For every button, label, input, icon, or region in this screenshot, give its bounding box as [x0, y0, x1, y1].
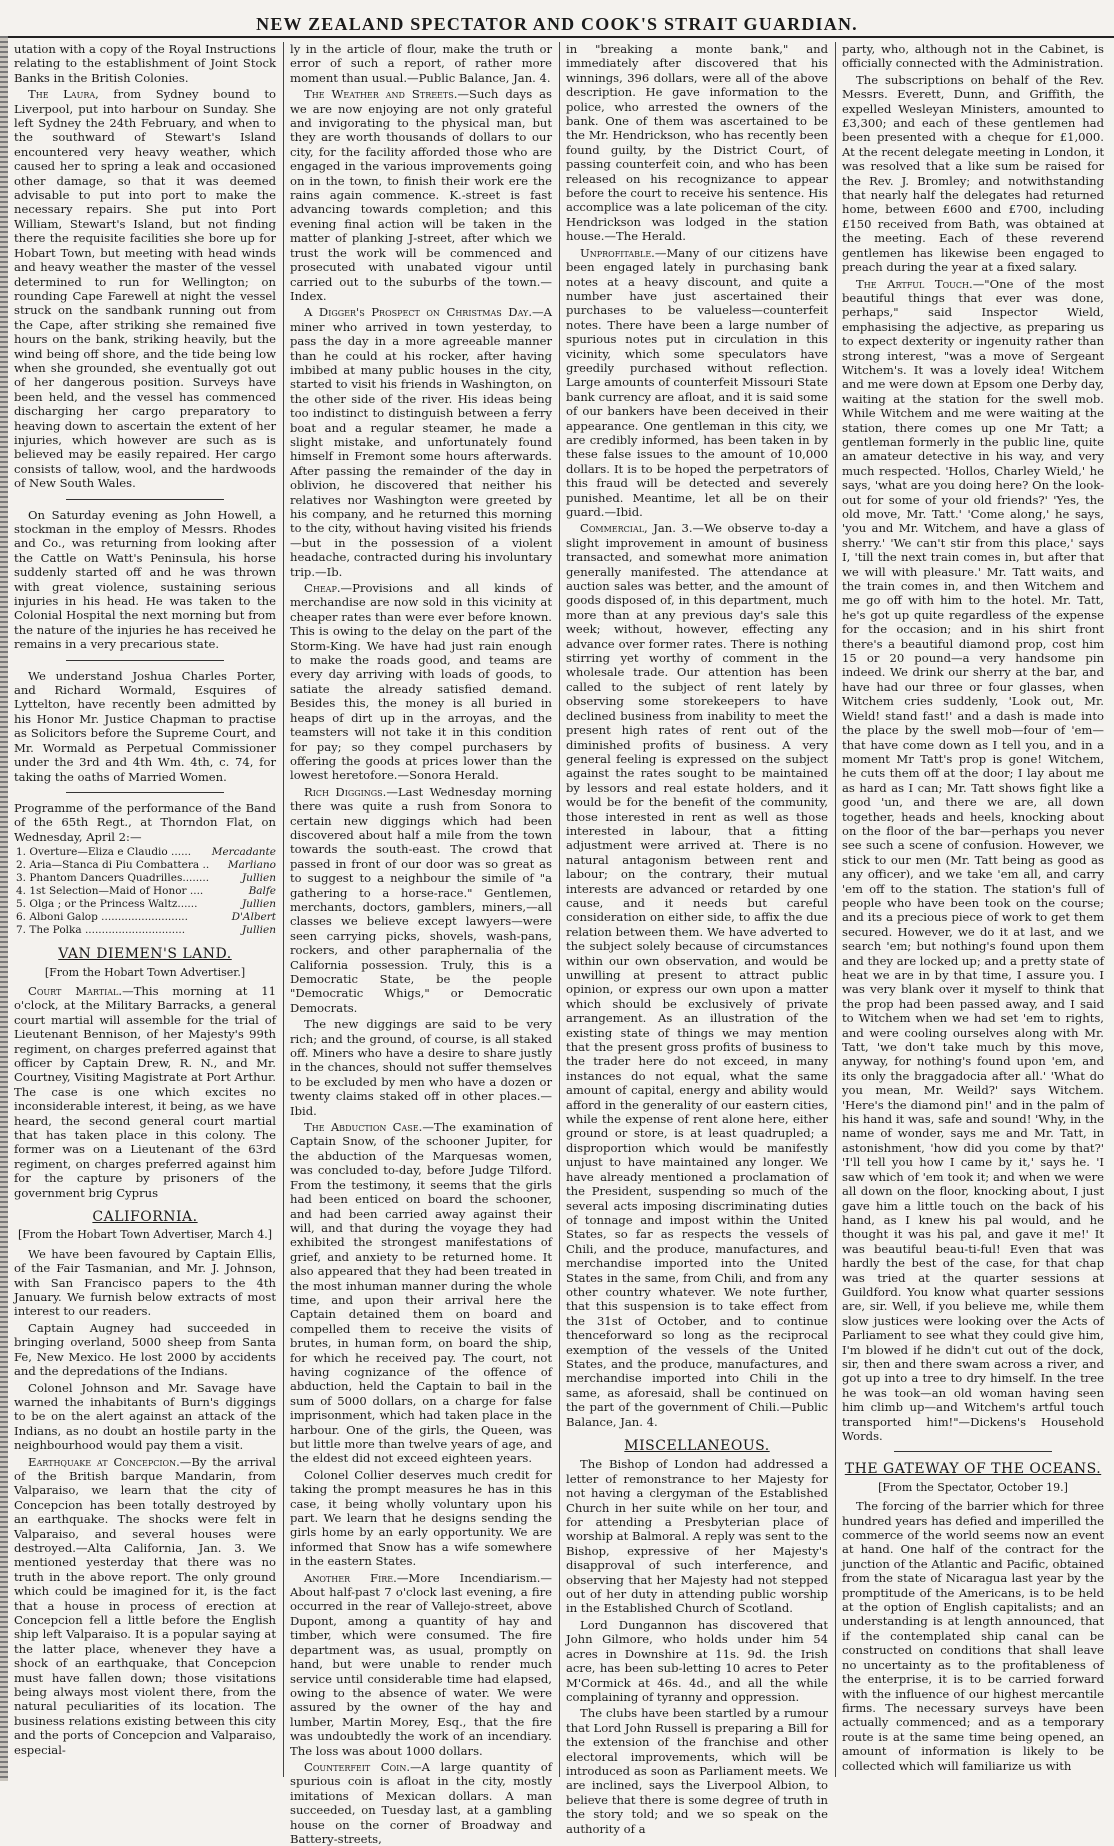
paragraph: Colonel Collier deserves much credit for taking the prompt measures he has in this case, it being wholly voluntary upon his part. We learn that he designs sending the girls home by an early opportunity. We are informed that Snow has a wife somewhere in the eastern States. [290, 1467, 552, 1569]
programme-item: 6. Alboni Galop .......................... D'Albert [16, 911, 276, 924]
paragraph: utation with a copy of the Royal Instructions relating to the establishment of Joint Stock Banks in the British Colonies. [14, 42, 276, 85]
paragraph: in "breaking a monte bank," and immediately after discovered that his winnings, 396 dollars, were all of the above description. He gave information to the police, who arrested the owners of the bank. One of them was ascertained to be the Mr. Hendrickson, who has recently been found guilty, by the District Court, of passing counterfeit coin, and who has been released on his recognizance to appear before the court to receive his sentence. His accomplice was a late policeman of the city. Hendrickson was lodged in the station house.—The Herald. [566, 42, 828, 244]
paragraph: A Digger's Prospect on Christmas Day.—A miner who arrived in town yesterday, to pass the day in a more agreeable manner than he could at his rocker, after having imbibed at many public houses in the city, started to visit his friends in Washington, on the other side of the river. His ideas being too indistinct to distinguish between a ferry boat and a regular steamer, he made a slight mistake, and unfortunately found himself in Fremont some hours afterwards. After passing the remainder of the day in oblivion, he discovered that neither his relatives nor Washington were greeted by his company, and he returned this morning to the city, without having visited his friends—but in the possession of a violent headache, contracted during his involuntary trip.—Ib. [290, 305, 552, 579]
paragraph: The Weather and Streets.—Such days as we are now enjoying are not only grateful and invigorating to the physical man, but they are worth thousands of dollars to our city, for the facility afforded those who are engaged in the various improvements going on in the town, to finish their work ere the rains again commence. K.-street is fast advancing towards completion; and this evening final action will be taken in the matter of planking J-street, after which we trust the work will be commenced and prosecuted with unabated vigour until carried out to the suburbs of the town.—Index. [290, 87, 552, 303]
paragraph: The new diggings are said to be very rich; and the ground, of course, is all staked off. Miners who have a desire to share justly in the chances, should not suffer themselves to be excluded by men who have a dozen or twenty claims staked off in other places.—Ibid. [290, 1017, 552, 1118]
paragraph: We understand Joshua Charles Porter, and Richard Wormald, Esquires of Lyttelton, have recently been admitted by his Honor Mr. Justice Chapman to practise as Solicitors before the Supreme Court, and Mr. Wormald as Perpetual Commissioner under the 3rd and 4th Wm. 4th, c. 74, for taking the oaths of Married Women. [14, 668, 276, 784]
paragraph: On Saturday evening as John Howell, a stockman in the employ of Messrs. Rhodes and Co., was returning from looking after the Cattle on Watt's Peninsula, his horse suddenly started off and he was thrown with great violence, sustaining serious injuries in his head. He was taken to the Colonial Hospital the next morning but from the nature of the injuries he has received he remains in a very precarious state. [14, 507, 276, 652]
paragraph: We have been favoured by Captain Ellis, of the Fair Tasmanian, and Mr. J. Johnson, with San Francisco papers to the 4th January. We furnish below extracts of most interest to our readers. [14, 1246, 276, 1319]
paragraph: The forcing of the barrier which for three hundred years has defied and imperilled the commerce of the world seems now an event at hand. One half of the contract for the junction of the Atlantic and Pacific, obtained from the state of Nicaragua last year by the promptitude of the Americans, is to be held at the option of English capitalists; and an understanding is at length announced, that if the contemplated ship canal can be constructed on conditions that shall leave no uncertainty as to the profitableness of the enterprise, it is to be carried forward with the influence of our highest mercantile firms. The necessary surveys have been actually commenced; and as a temporary route is at the same time being opened, an amount of information is likely to be collected which will familiarize us with [842, 1499, 1104, 1773]
paragraph: The Artful Touch.—"One of the most beautiful things that ever was done, perhaps," said Inspector Wield, emphasising the adjective, as preparing us to expect dexterity or ingenuity rather than strong interest, "was a move of Sergeant Witchem's. It was a lovely idea! Witchem and me were down at Epsom one Derby day, waiting at the station for the swell mob. While Witchem and me were waiting at the station, there comes up one Mr Tatt; a gentleman formerly in the public line, quite an amateur detective in his way, and very much respected. 'Hollos, Charley Wield,' he says, 'what are you doing here? On the look-out for some of your old friends?' 'Yes, the old move, Mr. Tatt.' 'Come along,' he says, 'you and Mr. Witchem, and have a glass of sherry.' 'We can't stir from this place,' says I, 'till the next train comes in, but after that we will with pleasure.' Mr. Tatt waits, and the train comes in, and then Witchem and me go off with him to the hotel. Mr. Tatt, he's got up quite regardless of the expense for the occasion; and in his shirt front there's a beautiful diamond prop, cost him 15 or 20 pound—a very handsome pin indeed. We drink our sherry at the bar, and have had our three or four glasses, when Witchem cries suddenly, 'Look out, Mr. Wield! stand fast!' and a dash is made into the place by the swell mob—four of 'em—that have come down as I tell you, and in a moment Mr Tatt's prop is gone! Witchem, he cuts them off at the door; I lay about me as hard as I can; Mr. Tatt shows fight like a good 'un, and there we are, all down together, heads and heels, knocking about on the floor of the bar—perhaps you never see such a scene of confusion. However, we stick to our men (Mr. Tatt being as good as any officer), and we take 'em all, and carry 'em off to the station. The station's full of people who have been took on the course; and its a precious piece of work to get them secured. However, we do it at last, and we search 'em; but nothing's found upon them and they are locked up; and a pretty state of heat we are in by that time, I assure you. I was very blank over it myself to think that the prop had been passed away, and I said to Witchem when we had set 'em to rights, and were cooling ourselves along with Mr. Tatt, 'we don't take much by this move, anyway, for nothing's found upon 'em, and its only the braggadocia after all.' 'What do you mean, Mr. Weild?' says Witchem. 'Here's the diamond pin!' and in the palm of his hand it was, safe and sound! 'Why, in the name of wonder, says me and Mr. Tatt, in astonishment, 'how did you come by that?' 'I'll tell you how I came by it,' says he. 'I saw which of 'em took it; and when we were all down on the floor, knocking about, I just gave him a little touch on the back of his hand, as I knew his pal would, and he thought it was his pal, and gave it me!' It was beautiful beau-ti-ful! Even that was hardly the best of the case, for that chap was tried at the quarter sessions at Guildford. You know what quarter sessions are, sir. Well, if you believe me, while them slow justices were looking over the Acts of Parliament to see what they could give him, I'm blowed if he didn't cut out of the dock, sir, then and there swam across a river, and got up into a tree to dry himself. In the tree he was took—an old woman having seen him climb up—and Witchem's artful touch transported him!"—Dickens's Household Words. [842, 276, 1105, 1443]
paragraph: Unprofitable.—Many of our citizens have been engaged lately in purchasing bank notes at a heavy discount, and quite a number have just ascertained their purchases to be valueless—counterfeit notes. There have been a large number of spurious notes put in circulation in this vicinity, which some speculators have greedily purchased without reflection. Large amounts of counterfeit Missouri State bank currency are afloat, and it is said some of our bankers have been deceived in their appearance. One gentleman in this city, we are credibly informed, has been taken in by these false issues to the amount of 10,000 dollars. It is to be hoped the perpetrators of this fraud will be detected and severely punished. Meantime, let all be on their guard.—Ibid. [566, 245, 828, 519]
source-line: [From the Hobart Town Advertiser, March 4.] [17, 1228, 273, 1242]
section-heading-gateway-of-the-oceans: THE GATEWAY OF THE OCEANS. [844, 1461, 1102, 1478]
programme-item: 2. Aria—Stanca di Piu Combattera .. Marliano [16, 859, 276, 872]
paragraph: Rich Diggings.—Last Wednesday morning there was quite a rush from Sonora to certain new diggings which had been discovered about half a mile from the town towards the south-east. The crowd that passed in front of our door was so great as to suggest to a neighbour the simile of "a gathering to a horse-race." Gentlemen, merchants, doctors, gamblers, miners,—all classes we believe except lawyers—were seen carrying picks, shovels, wash-pans, rockers, and other paraphernalia of the California possession. Truly, this is a Democratic State, be the people "Democratic Whigs," or Democratic Democrats. [290, 784, 552, 1015]
paragraph: Another Fire.—More Incendiarism.—About half-past 7 o'clock last evening, a fire occurred in the rear of Vallejo-street, above Dupont, among a quantity of hay and timber, which were consumed. The fire department was, as usual, promptly on hand, but were unable to render much service until considerable time had elapsed, owing to the absence of water. We were assured by the owner of the hay and lumber, Martin Morey, Esq., that the fire was undoubtedly the work of an incendiary. The loss was about 1000 dollars. [290, 1570, 552, 1758]
paragraph: Cheap.—Provisions and all kinds of merchandise are now sold in this vicinity at cheaper rates than were ever before known. This is owing to the delay on the part of the Storm-King. We have had just rain enough to make the roads good, and teams are every day arriving with loads of goods, to satiate the already satisfied demand. Besides this, the money is all buried in heaps of dirt up in the arroyas, and the teamsters will not take it in this condition for pay; so they compel purchasers by offering the goods at prices lower than the lowest heretofore.—Sonora Herald. [290, 581, 552, 783]
paragraph: The Bishop of London had addressed a letter of remonstrance to her Majesty for not having a clergyman of the Established Church in her suite while on her tour, and for attending a Presbyterian place of worship at Balmoral. A reply was sent to the Bishop, expressive of her Majesty's disapproval of such interference, and observing that her Majesty had not stepped out of her duty in attending public worship in the Established Church of Scotland. [566, 1457, 828, 1616]
programme-list [14, 846, 276, 937]
divider [894, 1451, 1051, 1452]
paragraph: The Laura, from Sydney bound to Liverpool, put into harbour on Sunday. She left Sydney the 24th February, and when to the southward of Stewart's Island encountered very heavy weather, which caused her to spring a leak and occasioned other damage, so that it was deemed advisable to put into port to make the necessary repairs. She put into Port William, Stewart's Island, but not finding there the requisite facilities she bore up for Hobart Town, but meeting with head winds and heavy weather the master of the vessel determined to run for Wellington; on rounding Cape Farewell at night the vessel struck on the sandbank running out from the Cape, after striking she remained five hours on the bank, striking heavily, but the wind being off shore, and the tide being low when she grounded, she eventually got out of her dangerous position. Surveys have been held, and the vessel has commenced discharging her cargo preparatory to heaving down to ascertain the extent of her injuries, which however are such as is believed may be easily repaired. Her cargo consists of tallow, wool, and the hardwoods of New South Wales. [14, 87, 276, 491]
divider [66, 660, 223, 661]
programme-heading: Programme of the performance of the Band of the 65th Regt., at Thorndon Flat, on Wednesday, April 2:— [14, 800, 276, 844]
paragraph: Commercial, Jan. 3.—We observe to-day a slight improvement in amount of business transacted, and somewhat more animation generally manifested. The attendance at auction sales was better, and the amount of goods disposed of, in this department, much more than at any previous day's sale this week; without, however, effecting any advance over former rates. There is nothing stirring yet worthy of comment in the wholesale trade. Our attention has been called to the subject of rent lately by observing some storekeepers to have declined business from inability to meet the present high rates of rent out of the diminished profits of business. A very general feeling is expressed on the subject against the rates sought to be maintained by lessors and real estate holders, and it would be for the benefit of the community, those interested in rent as well as those interested in labour, that a fitting adjustment were arrived at. There is no natural antagonism between rent and labour; on the contrary, their mutual interests are advanced or retarded by one cause, and it needs but careful consideration on either side, to affix the due relation between them. We have adverted to the subject solely because of circumstances within our own observation, and would be unwilling at present to attract public opinion, or express our own upon a matter which should be exclusively of private arrangement. As an illustration of the existing state of things we may mention that the present gross profits of business to the trader here do not exceed, in many instances do not equal, what the same amount of capital, energy and ability would afford in the generality of our eastern cities, while the expense of rent alone here, either ground or store, is at least quadrupled; a disproportion which would be manifestly unjust to have maintained any longer. We have already mentioned a proclamation of the President, suspending so much of the several acts imposing discriminating duties of tonnage and impost within the United States, so far as respects the vessels of Chili, and the produce, manufactures, and merchandise imported into the United States in the same, from Chili, and from any other country whatever. We note further, that this suspension is to take effect from the 31st of October, and to continue thenceforward so long as the reciprocal exemption of the vessels of the United States, and the produce, manufactures, and merchandise imported into Chili in the same, as aforesaid, shall be continued on the part of the government of Chili.—Public Balance, Jan. 4. [566, 521, 828, 1429]
programme-item: 1. Overture—Eliza e Claudio ...... Mercadante [16, 846, 276, 859]
paragraph: Lord Dungannon has discovered that John Gilmore, who holds under him 54 acres in Downshire at 11s. 9d. the Irish acre, has been sub-letting 10 acres to Peter M'Cormick at 46s. 4d., and all the while complaining of tyranny and oppression. [566, 1617, 828, 1704]
page-edge-binding [0, 36, 8, 1781]
paragraph: Colonel Johnson and Mr. Savage have warned the inhabitants of Burn's diggings to be on the alert against an attack of the Indians, as no doubt an hostile party in the neighbourhood would pay them a visit. [14, 1380, 276, 1453]
section-heading-miscellaneous: MISCELLANEOUS. [624, 1438, 770, 1454]
divider [66, 499, 223, 500]
programme-item: 3. Phantom Dancers Quadrilles........ Jullien [16, 872, 276, 885]
column-rule [835, 42, 836, 1777]
column-4 [842, 42, 1104, 1777]
paragraph: Court Martial.—This morning at 11 o'clock, at the Military Barracks, a general court martial will assemble for the trial of Lieutenant Bennison, of her Majesty's 99th regiment, on charges preferred against that officer by Captain Drew, R. N., and Mr. Courtney, Visiting Magistrate at Port Arthur. The case is one which excites no inconsiderable interest, it being, as we have heard, the second general court martial that has taken place in this colony. The former was on a Lieutenant of the 63rd regiment, on charges preferred against him for the capture by prisoners of the government brig Cyprus [14, 983, 276, 1200]
programme-item: 4. 1st Selection—Maid of Honor .... Balfe [16, 885, 276, 898]
column-rule [283, 42, 284, 1777]
paragraph: The clubs have been startled by a rumour that Lord John Russell is preparing a Bill for the extension of the franchise and other electoral improvements, which will be introduced as soon as Parliament meets. We are inclined, says the Liverpool Albion, to believe that there is some degree of truth in the story told; and we so speak on the authority of a [566, 1706, 828, 1836]
paragraph: The subscriptions on behalf of the Rev. Messrs. Everett, Dunn, and Griffith, the expelled Wesleyan Ministers, amounted to £3,300; and each of these gentlemen had been presented with a cheque for £1,000. At the recent delegate meeting in London, it was resolved that a like sum be raised for the Rev. J. Bromley; and notwithstanding that nearly half the delegates had returned home, between £600 and £700, including £150 received from Bath, was obtained at the meeting. Each of these reverend gentlemen has likewise been engaged to preach during the year at a fixed salary. [842, 72, 1104, 275]
programme-item: 7. The Polka .............................. Jullien [16, 924, 276, 937]
paragraph: party, who, although not in the Cabinet, is officially connected with the Administration. [842, 42, 1104, 71]
masthead [0, 0, 1114, 38]
section-heading-van-diemens-land: VAN DIEMEN'S LAND. [58, 946, 232, 963]
column-rule [559, 42, 560, 1777]
paragraph: The Abduction Case.—The examination of Captain Snow, of the schooner Jupiter, for the abduction of the Marquesas women, was concluded to-day, before Judge Tilford. From the testimony, it seems that the girls had been enticed on board the schooner, and had been carried away against their will, and that during the voyage they had exhibited the strongest manifestations of grief, and anxiety to be returned home. It also appeared that they had been treated in the most inhuman manner during the whole time, and upon their arrival here the Captain detained them on board and compelled them to receive the visits of brutes, in human form, on board the ship, for which he received pay. The court, not having cognizance of the offence of abduction, held the Captain to bail in the sum of 5000 dollars, on a charge for false imprisonment, which had taken place in the harbour. One of the girls, the Queen, was but little more than twelve years of age, and the eldest did not exceed eighteen years. [290, 1120, 552, 1466]
programme-item: 5. Olga ; or the Princess Waltz...... Jullien [16, 898, 276, 911]
paragraph: ly in the article of flour, make the truth or error of such a report, of rather more moment than usual.—Public Balance, Jan. 4. [290, 42, 552, 85]
column-1 [14, 42, 276, 1777]
paragraph: Earthquake at Concepcion.—By the arrival of the British barque Mandarin, from Valparaiso, we learn that the city of Concepcion has been totally destroyed by an earthquake. The shocks were felt in Valparaiso, and several houses were destroyed.—Alta California, Jan. 3. We mentioned yesterday that there was no truth in the above report. The only ground which could be imagined for it, is the fact that a house in process of erection at Concepcion fell a little before the English ship left Valparaiso. It is a popular saying at the latter place, whenever they have a shock of an earthquake, that Concepcion must have fallen down; those visitations being always most violent there, from the natural peculiarities of its location. The business relations existing between this city and the ports of Concepcion and Valparaiso, especial- [14, 1454, 276, 1757]
source-line: [From the Hobart Town Advertiser.] [44, 965, 246, 979]
source-line: [From the Spectator, October 19.] [878, 1480, 1068, 1494]
divider [66, 792, 223, 793]
column-3 [566, 42, 828, 1836]
column-2 [290, 42, 552, 1846]
section-heading-california: CALIFORNIA. [92, 1209, 198, 1226]
newspaper-title: NEW ZEALAND SPECTATOR AND COOK'S STRAIT GUARDIAN. [256, 14, 858, 34]
paragraph: Captain Augney had succeeded in bringing overland, 5000 sheep from Santa Fe, New Mexico. He lost 2000 by accidents and the depredations of the Indians. [14, 1320, 276, 1379]
paragraph: Counterfeit Coin.—A large quantity of spurious coin is afloat in the city, mostly imitations of Mexican dollars. A man succeeded, on Tuesday last, at a gambling house on the corner of Broadway and Battery-streets, [290, 1759, 552, 1846]
